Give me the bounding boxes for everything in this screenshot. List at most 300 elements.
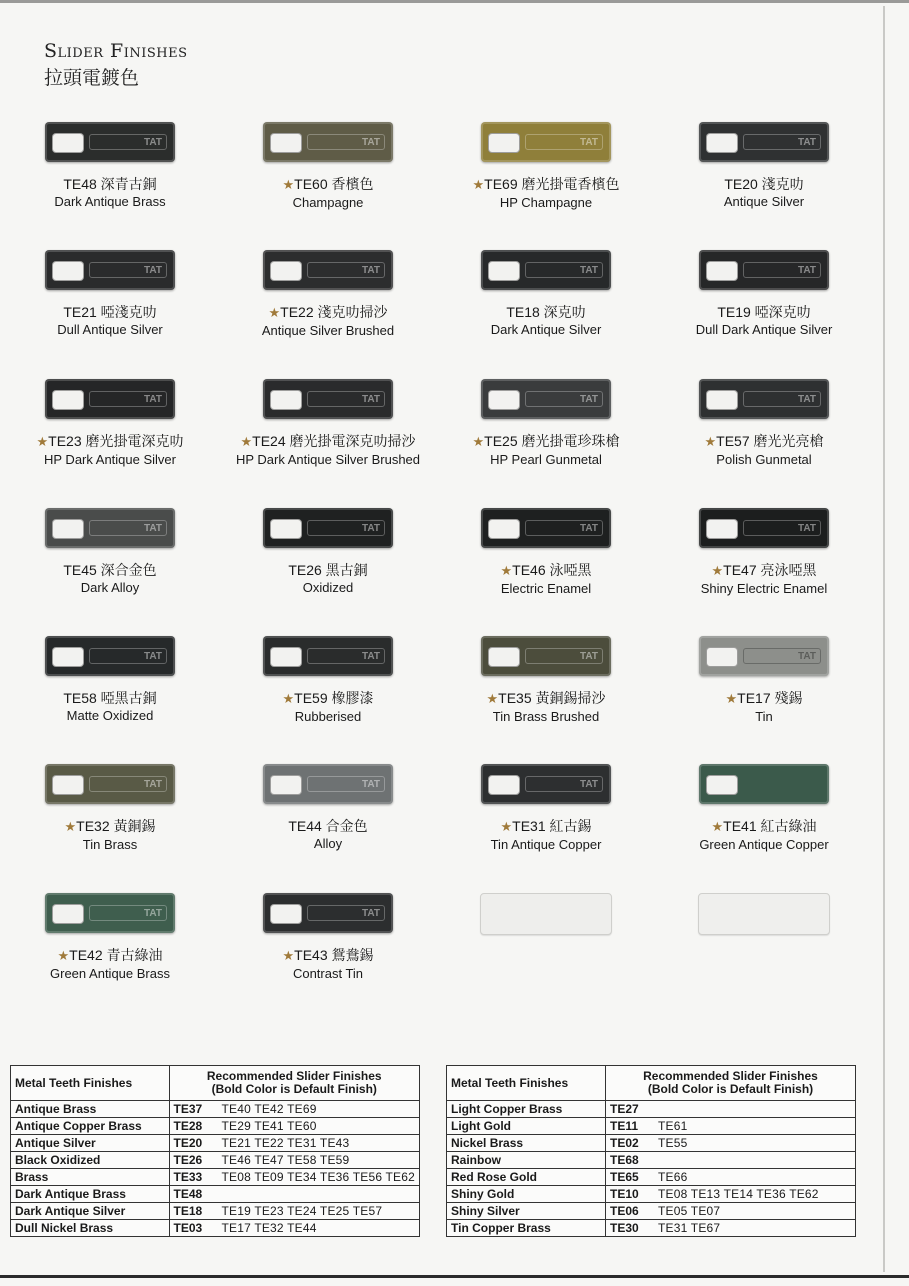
recommended-cell bbox=[169, 1135, 419, 1152]
tat-logo-icon: TAT bbox=[307, 262, 385, 278]
star-icon: ★ bbox=[282, 691, 295, 706]
default-finish: TE11 bbox=[610, 1119, 639, 1133]
default-finish: TE06 bbox=[610, 1204, 639, 1218]
finish-code: TE26 bbox=[288, 562, 322, 578]
table-header-row bbox=[447, 1066, 856, 1101]
finish-swatch bbox=[664, 250, 864, 338]
finish-name-english: Dark Antique Brass bbox=[54, 194, 166, 209]
metal-teeth-header: Metal Teeth Finishes bbox=[447, 1066, 606, 1101]
pull-slot-icon bbox=[488, 647, 520, 667]
default-finish: TE18 bbox=[173, 1204, 203, 1218]
finish-name-line bbox=[446, 175, 646, 194]
metal-teeth-cell: Red Rose Gold bbox=[447, 1169, 606, 1186]
finish-code: TE60 bbox=[294, 176, 328, 192]
slider-sample bbox=[699, 379, 829, 419]
finish-code: TE69 bbox=[484, 176, 518, 192]
page-title-english: Slider Finishes bbox=[44, 40, 188, 62]
slider-sample bbox=[45, 122, 175, 162]
table-row bbox=[11, 1101, 420, 1118]
recommended-cell bbox=[606, 1186, 856, 1203]
finish-name-chinese: 紅古錫 bbox=[549, 818, 592, 834]
finish-swatch bbox=[228, 122, 428, 211]
finish-code: TE58 bbox=[63, 690, 97, 706]
pull-slot-icon bbox=[52, 904, 84, 924]
pull-slot-icon bbox=[488, 261, 520, 281]
other-finishes: TE17 TE32 TE44 bbox=[221, 1221, 317, 1235]
finish-name-line bbox=[446, 689, 646, 708]
recommended-cell bbox=[606, 1220, 856, 1237]
tat-logo-icon: TAT bbox=[743, 134, 821, 150]
other-finishes: TE29 TE41 TE60 bbox=[221, 1119, 317, 1133]
finish-swatch bbox=[664, 122, 864, 210]
slider-sample bbox=[45, 379, 175, 419]
slider-sample bbox=[481, 122, 611, 162]
pull-slot-icon bbox=[270, 647, 302, 667]
finish-name-english: Dull Dark Antique Silver bbox=[695, 322, 833, 337]
star-icon: ★ bbox=[36, 434, 49, 449]
finish-name-chinese: 深合金色 bbox=[100, 562, 157, 578]
pull-slot-icon bbox=[488, 775, 520, 795]
recommended-header-line2: (Bold Color is Default Finish) bbox=[647, 1082, 814, 1096]
default-finish: TE28 bbox=[173, 1119, 203, 1133]
finish-name-line bbox=[446, 303, 646, 321]
finish-swatch bbox=[10, 893, 210, 982]
page-title-chinese: 拉頭電鍍色 bbox=[44, 68, 140, 89]
finish-name-chinese: 磨光掛電香檳色 bbox=[521, 176, 620, 192]
tat-logo-icon: TAT bbox=[525, 776, 603, 792]
finish-name-chinese: 紅古綠油 bbox=[760, 818, 817, 834]
slider-sample bbox=[45, 508, 175, 548]
tat-logo-icon: TAT bbox=[307, 776, 385, 792]
finish-name-chinese: 磨光掛電深克叻 bbox=[85, 433, 184, 449]
finish-name-english: Green Antique Brass bbox=[50, 966, 170, 981]
tat-logo-icon: TAT bbox=[525, 520, 603, 536]
finish-code: TE48 bbox=[63, 176, 97, 192]
finish-name-english: Tin bbox=[755, 709, 773, 724]
finish-name-line bbox=[228, 817, 428, 835]
table-row bbox=[447, 1220, 856, 1237]
finish-name-chinese: 青古綠油 bbox=[106, 947, 163, 963]
tat-logo-icon: TAT bbox=[525, 391, 603, 407]
default-finish: TE03 bbox=[173, 1221, 203, 1235]
slider-sample bbox=[263, 122, 393, 162]
finish-name-line bbox=[664, 175, 864, 193]
table-row bbox=[11, 1220, 420, 1237]
star-icon: ★ bbox=[240, 434, 253, 449]
finish-name-chinese: 啞黑古銅 bbox=[100, 690, 157, 706]
pull-slot-icon bbox=[52, 390, 84, 410]
other-finishes: TE05 TE07 bbox=[658, 1204, 721, 1218]
star-icon: ★ bbox=[500, 819, 513, 834]
tat-logo-icon: TAT bbox=[89, 905, 167, 921]
recommended-cell bbox=[169, 1101, 419, 1118]
pull-slot-icon bbox=[706, 647, 738, 667]
finish-name-english: Dark Antique Silver bbox=[490, 322, 602, 337]
recommended-header bbox=[606, 1066, 856, 1101]
finish-swatch bbox=[664, 636, 864, 725]
finish-swatch bbox=[446, 379, 646, 468]
finish-name-chinese: 鴛鴦錫 bbox=[331, 947, 374, 963]
recommended-cell bbox=[606, 1203, 856, 1220]
other-finishes: TE66 bbox=[658, 1170, 688, 1184]
pull-slot-icon bbox=[52, 775, 84, 795]
tat-logo-icon: TAT bbox=[89, 776, 167, 792]
finish-name-line bbox=[10, 817, 210, 836]
blank-swatch bbox=[446, 893, 646, 935]
top-edge bbox=[0, 0, 909, 3]
finish-code: TE44 bbox=[288, 818, 322, 834]
star-icon: ★ bbox=[486, 691, 499, 706]
recommended-cell bbox=[169, 1169, 419, 1186]
star-icon: ★ bbox=[725, 691, 738, 706]
metal-teeth-cell: Light Copper Brass bbox=[447, 1101, 606, 1118]
star-icon: ★ bbox=[57, 948, 70, 963]
slider-sample bbox=[263, 764, 393, 804]
finish-name-line bbox=[10, 432, 210, 451]
finish-name-english: Antique Silver bbox=[723, 194, 805, 209]
star-icon: ★ bbox=[500, 563, 513, 578]
finish-name-english: HP Dark Antique Silver Brushed bbox=[235, 452, 421, 467]
default-finish: TE33 bbox=[173, 1170, 203, 1184]
star-icon: ★ bbox=[711, 819, 724, 834]
table-row bbox=[11, 1135, 420, 1152]
star-icon: ★ bbox=[472, 177, 485, 192]
tat-logo-icon: TAT bbox=[525, 262, 603, 278]
slider-sample bbox=[45, 636, 175, 676]
finish-name-chinese: 深克叻 bbox=[543, 304, 586, 320]
recommended-cell bbox=[606, 1152, 856, 1169]
finish-code: TE21 bbox=[63, 304, 97, 320]
finish-code: TE31 bbox=[512, 818, 546, 834]
pull-slot-icon bbox=[270, 519, 302, 539]
finish-name-chinese: 合金色 bbox=[325, 818, 368, 834]
finish-name-line bbox=[664, 303, 864, 321]
pull-slot-icon bbox=[270, 775, 302, 795]
finish-name-english: Tin Brass bbox=[82, 837, 138, 852]
default-finish: TE10 bbox=[610, 1187, 639, 1201]
finish-name-line bbox=[228, 175, 428, 194]
bottom-edge bbox=[0, 1275, 909, 1278]
recommended-cell bbox=[606, 1101, 856, 1118]
finish-swatch bbox=[446, 122, 646, 211]
tat-logo-icon: TAT bbox=[307, 134, 385, 150]
tat-logo-icon: TAT bbox=[89, 391, 167, 407]
finish-name-line bbox=[10, 689, 210, 707]
finish-name-line bbox=[10, 303, 210, 321]
finish-name-english: HP Champagne bbox=[499, 195, 593, 210]
other-finishes: TE08 TE09 TE34 TE36 TE56 TE62 bbox=[221, 1170, 415, 1184]
finish-name-english: HP Pearl Gunmetal bbox=[490, 452, 602, 467]
recommended-header bbox=[169, 1066, 419, 1101]
pull-slot-icon bbox=[706, 261, 738, 281]
finish-name-english: Dark Alloy bbox=[80, 580, 140, 595]
finish-name-chinese: 啞淺克叻 bbox=[100, 304, 157, 320]
finish-name-line bbox=[446, 432, 646, 451]
finish-name-line bbox=[446, 817, 646, 836]
finish-code: TE46 bbox=[512, 562, 546, 578]
finish-name-line bbox=[10, 175, 210, 193]
finish-swatch bbox=[664, 379, 864, 468]
pull-slot-icon bbox=[270, 261, 302, 281]
table-row bbox=[447, 1186, 856, 1203]
slider-sample bbox=[263, 636, 393, 676]
table-header-row bbox=[11, 1066, 420, 1101]
finish-name-english: Champagne bbox=[292, 195, 364, 210]
slider-sample bbox=[45, 250, 175, 290]
finish-name-english: Dull Antique Silver bbox=[57, 322, 163, 337]
recommended-header-line2: (Bold Color is Default Finish) bbox=[211, 1082, 377, 1096]
tat-logo-icon: TAT bbox=[307, 648, 385, 664]
metal-teeth-cell: Black Oxidized bbox=[11, 1152, 170, 1169]
recommended-header-line1: Recommended Slider Finishes bbox=[206, 1069, 382, 1083]
finish-table-left bbox=[10, 1065, 420, 1237]
finish-name-line bbox=[228, 946, 428, 965]
finish-name-line bbox=[228, 432, 428, 451]
tat-logo-icon: TAT bbox=[743, 391, 821, 407]
metal-teeth-cell: Rainbow bbox=[447, 1152, 606, 1169]
default-finish: TE68 bbox=[610, 1153, 639, 1167]
metal-teeth-header: Metal Teeth Finishes bbox=[11, 1066, 170, 1101]
tat-logo-icon: TAT bbox=[307, 391, 385, 407]
finish-swatch bbox=[10, 636, 210, 724]
slider-sample bbox=[699, 250, 829, 290]
finish-swatch bbox=[446, 764, 646, 853]
finish-name-english: Tin Antique Copper bbox=[490, 837, 602, 852]
finish-name-chinese: 橡膠漆 bbox=[331, 690, 374, 706]
finish-name-english: Polish Gunmetal bbox=[716, 452, 812, 467]
finish-name-chinese: 磨光光亮槍 bbox=[753, 433, 824, 449]
slider-sample bbox=[481, 250, 611, 290]
finish-name-chinese: 香檳色 bbox=[331, 176, 374, 192]
finish-name-chinese: 磨光掛電珍珠槍 bbox=[521, 433, 620, 449]
tat-logo-icon: TAT bbox=[525, 648, 603, 664]
table-row bbox=[11, 1186, 420, 1203]
finish-name-english: Oxidized bbox=[302, 580, 354, 595]
finish-name-english: Matte Oxidized bbox=[66, 708, 154, 723]
finish-name-line bbox=[228, 689, 428, 708]
finish-code: TE20 bbox=[724, 176, 758, 192]
star-icon: ★ bbox=[64, 819, 77, 834]
finish-name-line bbox=[664, 817, 864, 836]
star-icon: ★ bbox=[268, 305, 281, 320]
other-finishes: TE08 TE13 TE14 TE36 TE62 bbox=[658, 1187, 819, 1201]
pull-slot-icon bbox=[488, 133, 520, 153]
tat-logo-icon: TAT bbox=[307, 520, 385, 536]
other-finishes: TE21 TE22 TE31 TE43 bbox=[221, 1136, 350, 1150]
other-finishes: TE19 TE23 TE24 TE25 TE57 bbox=[221, 1204, 383, 1218]
finish-swatch bbox=[228, 636, 428, 725]
finish-swatch bbox=[10, 122, 210, 210]
default-finish: TE30 bbox=[610, 1221, 639, 1235]
default-finish: TE20 bbox=[173, 1136, 203, 1150]
finish-swatch bbox=[446, 636, 646, 725]
finish-name-english: Antique Silver Brushed bbox=[261, 323, 395, 338]
finish-swatch bbox=[228, 250, 428, 339]
table-row bbox=[11, 1203, 420, 1220]
other-finishes: TE40 TE42 TE69 bbox=[221, 1102, 317, 1116]
finish-name-english: Alloy bbox=[313, 836, 343, 851]
finish-name-line bbox=[228, 561, 428, 579]
other-finishes: TE55 bbox=[658, 1136, 688, 1150]
pull-slot-icon bbox=[706, 133, 738, 153]
right-edge bbox=[883, 6, 885, 1272]
slider-sample bbox=[699, 636, 829, 676]
default-finish: TE37 bbox=[173, 1102, 203, 1116]
finish-name-english: Tin Brass Brushed bbox=[492, 709, 600, 724]
tat-logo-icon: TAT bbox=[89, 134, 167, 150]
metal-teeth-cell: Shiny Silver bbox=[447, 1203, 606, 1220]
pull-slot-icon bbox=[52, 261, 84, 281]
table-row bbox=[11, 1169, 420, 1186]
finish-name-chinese: 淺克叻掃沙 bbox=[317, 304, 388, 320]
finish-code: TE23 bbox=[48, 433, 82, 449]
default-finish: TE48 bbox=[173, 1187, 203, 1201]
pull-slot-icon bbox=[706, 775, 738, 795]
finish-code: TE43 bbox=[294, 947, 328, 963]
pull-slot-icon bbox=[270, 904, 302, 924]
finish-swatch bbox=[446, 508, 646, 597]
tat-logo-icon: TAT bbox=[743, 262, 821, 278]
finish-code: TE57 bbox=[716, 433, 750, 449]
finish-name-english: Rubberised bbox=[294, 709, 362, 724]
tat-logo-icon: TAT bbox=[307, 905, 385, 921]
star-icon: ★ bbox=[282, 948, 295, 963]
pull-slot-icon bbox=[52, 519, 84, 539]
slider-sample bbox=[481, 379, 611, 419]
table-row bbox=[447, 1152, 856, 1169]
metal-teeth-cell: Antique Copper Brass bbox=[11, 1118, 170, 1135]
finish-code: TE35 bbox=[498, 690, 532, 706]
default-finish: TE27 bbox=[610, 1102, 639, 1116]
tat-logo-icon: TAT bbox=[525, 134, 603, 150]
finish-swatch bbox=[228, 508, 428, 596]
finish-code: TE17 bbox=[737, 690, 771, 706]
finish-name-english: HP Dark Antique Silver bbox=[44, 452, 176, 467]
star-icon: ★ bbox=[282, 177, 295, 192]
slider-sample bbox=[699, 122, 829, 162]
finish-name-line bbox=[664, 561, 864, 580]
finish-name-chinese: 殘錫 bbox=[774, 690, 803, 706]
default-finish: TE26 bbox=[173, 1153, 203, 1167]
finish-name-chinese: 啞深克叻 bbox=[754, 304, 811, 320]
finish-swatch bbox=[228, 893, 428, 982]
finish-name-chinese: 亮泳啞黑 bbox=[760, 562, 817, 578]
finish-name-chinese: 磨光掛電深克叻掃沙 bbox=[289, 433, 416, 449]
finish-name-line bbox=[664, 432, 864, 451]
finish-code: TE47 bbox=[723, 562, 757, 578]
finish-swatch bbox=[228, 764, 428, 852]
slider-sample bbox=[263, 508, 393, 548]
slider-sample bbox=[45, 764, 175, 804]
slider-sample bbox=[263, 893, 393, 933]
finish-swatch bbox=[664, 764, 864, 853]
slider-sample bbox=[481, 764, 611, 804]
finish-swatch bbox=[10, 764, 210, 853]
finish-name-line bbox=[228, 303, 428, 322]
recommended-cell bbox=[169, 1203, 419, 1220]
finish-name-chinese: 黃銅錫掃沙 bbox=[535, 690, 606, 706]
finish-name-english: Green Antique Copper bbox=[699, 837, 829, 852]
star-icon: ★ bbox=[472, 434, 485, 449]
finish-code: TE32 bbox=[76, 818, 110, 834]
finish-code: TE42 bbox=[69, 947, 103, 963]
table-row bbox=[447, 1169, 856, 1186]
finish-name-line bbox=[446, 561, 646, 580]
tat-logo-icon: TAT bbox=[89, 648, 167, 664]
table-row bbox=[447, 1101, 856, 1118]
slider-sample bbox=[698, 893, 830, 935]
pull-slot-icon bbox=[488, 390, 520, 410]
pull-slot-icon bbox=[270, 390, 302, 410]
recommended-cell bbox=[606, 1118, 856, 1135]
recommended-header-line1: Recommended Slider Finishes bbox=[643, 1069, 818, 1083]
finish-code: TE19 bbox=[717, 304, 751, 320]
finish-name-line bbox=[664, 689, 864, 708]
finish-name-chinese: 泳啞黑 bbox=[549, 562, 592, 578]
slider-sample bbox=[45, 893, 175, 933]
finish-code: TE25 bbox=[484, 433, 518, 449]
finish-code: TE22 bbox=[280, 304, 314, 320]
pull-slot-icon bbox=[52, 647, 84, 667]
finish-name-chinese: 黑古銅 bbox=[325, 562, 368, 578]
finish-code: TE45 bbox=[63, 562, 97, 578]
table-row bbox=[447, 1118, 856, 1135]
table-row bbox=[447, 1203, 856, 1220]
metal-teeth-cell: Dark Antique Brass bbox=[11, 1186, 170, 1203]
other-finishes: TE61 bbox=[658, 1119, 688, 1133]
metal-teeth-cell: Antique Silver bbox=[11, 1135, 170, 1152]
finish-swatch bbox=[446, 250, 646, 338]
default-finish: TE02 bbox=[610, 1136, 639, 1150]
finish-code: TE18 bbox=[506, 304, 540, 320]
finish-name-english: Shiny Electric Enamel bbox=[700, 581, 828, 596]
pull-slot-icon bbox=[706, 519, 738, 539]
finish-table-right bbox=[446, 1065, 856, 1237]
table-row bbox=[11, 1152, 420, 1169]
tat-logo-icon: TAT bbox=[89, 262, 167, 278]
table-row bbox=[11, 1118, 420, 1135]
finish-name-chinese: 黃銅錫 bbox=[113, 818, 156, 834]
default-finish: TE65 bbox=[610, 1170, 639, 1184]
tat-logo-icon: TAT bbox=[89, 520, 167, 536]
finish-code: TE41 bbox=[723, 818, 757, 834]
metal-teeth-cell: Tin Copper Brass bbox=[447, 1220, 606, 1237]
blank-swatch bbox=[664, 893, 864, 935]
star-icon: ★ bbox=[704, 434, 717, 449]
slider-sample bbox=[699, 764, 829, 804]
tat-logo-icon: TAT bbox=[743, 520, 821, 536]
recommended-cell bbox=[169, 1220, 419, 1237]
pull-slot-icon bbox=[706, 390, 738, 410]
slider-sample bbox=[480, 893, 612, 935]
finish-name-chinese: 淺克叻 bbox=[761, 176, 804, 192]
table-row bbox=[447, 1135, 856, 1152]
finish-code: TE24 bbox=[252, 433, 286, 449]
slider-sample bbox=[481, 508, 611, 548]
recommended-cell bbox=[169, 1118, 419, 1135]
metal-teeth-cell: Nickel Brass bbox=[447, 1135, 606, 1152]
finish-swatch bbox=[10, 379, 210, 468]
slider-sample bbox=[481, 636, 611, 676]
recommended-cell bbox=[169, 1152, 419, 1169]
metal-teeth-cell: Antique Brass bbox=[11, 1101, 170, 1118]
other-finishes: TE46 TE47 TE58 TE59 bbox=[221, 1153, 350, 1167]
pull-slot-icon bbox=[52, 133, 84, 153]
metal-teeth-cell: Dull Nickel Brass bbox=[11, 1220, 170, 1237]
recommended-cell bbox=[606, 1135, 856, 1152]
metal-teeth-cell: Brass bbox=[11, 1169, 170, 1186]
metal-teeth-cell: Shiny Gold bbox=[447, 1186, 606, 1203]
